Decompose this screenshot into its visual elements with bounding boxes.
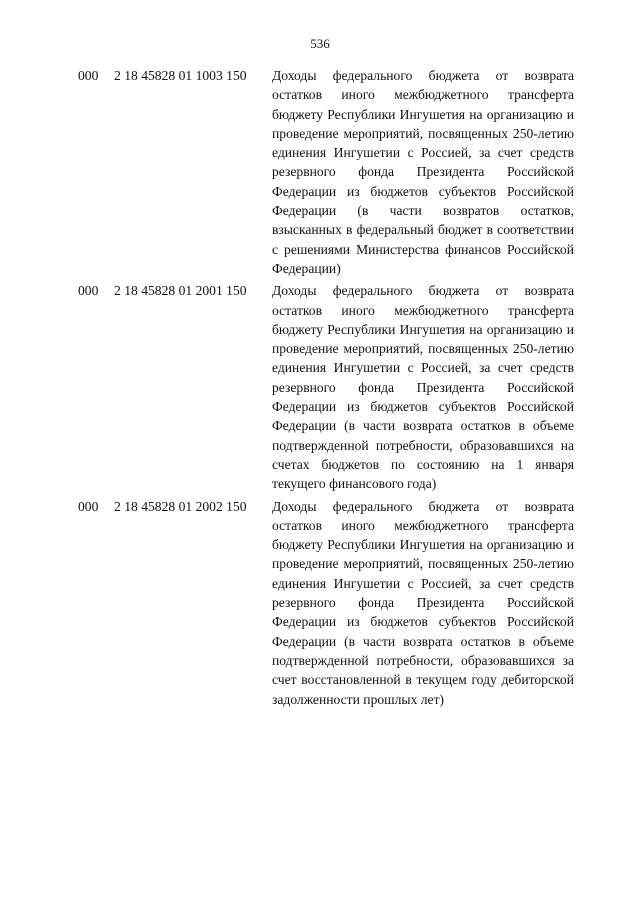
income-description: Доходы федерального бюджета от возврата остатков иного межбюджетного трансферта бюджету Республики Ингушетия на организацию и проведение мероприятий, посвященных 250-летию единения Ингушетии с Россией, за счет средств резервного фонда Президента Российской Федерации из бюджетов субъектов Российской Федерации (в части возврата остатков в объеме подтвержденной потребности, образовавшихся за счет восстановленной в текущем году дебиторской задолженности прошлых лет) (272, 498, 574, 707)
budget-code-table (0, 66, 640, 709)
table-row (0, 281, 640, 493)
page-number: 536 (310, 36, 330, 51)
budget-classification-code: 2 18 45828 01 2002 150 (114, 498, 247, 514)
table-row (0, 66, 640, 278)
budget-classification-code: 2 18 45828 01 1003 150 (114, 68, 247, 83)
admin-code: 000 (78, 283, 99, 299)
income-description: Доходы федерального бюджета от возврата остатков иного межбюджетного трансферта бюджету Республики Ингушетия на организацию и проведение мероприятий, посвященных 250-летию единения Ингушетии с Россией, за счет средств резервного фонда Президента Российской Федерации из бюджетов субъектов Российской Федерации (в части возвратов остатков, взысканных в федеральный бюджет в соответствии с решениями Министерства финансов Российской Федерации) (272, 68, 574, 276)
table-row (0, 497, 640, 709)
admin-code: 000 (78, 68, 99, 83)
admin-code: 000 (78, 498, 99, 514)
income-description: Доходы федерального бюджета от возврата остатков иного межбюджетного трансферта бюджету Республики Ингушетия на организацию и проведение мероприятий, посвященных 250-летию единения Ингушетии с Россией, за счет средств резервного фонда Президента Российской Федерации из бюджетов субъектов Российской Федерации (в части возврата остатков в объеме подтвержденной потребности, образовавшихся на счетах бюджетов по состоянию на 1 января текущего финансового года) (272, 283, 574, 492)
budget-classification-code: 2 18 45828 01 2001 150 (114, 283, 247, 299)
